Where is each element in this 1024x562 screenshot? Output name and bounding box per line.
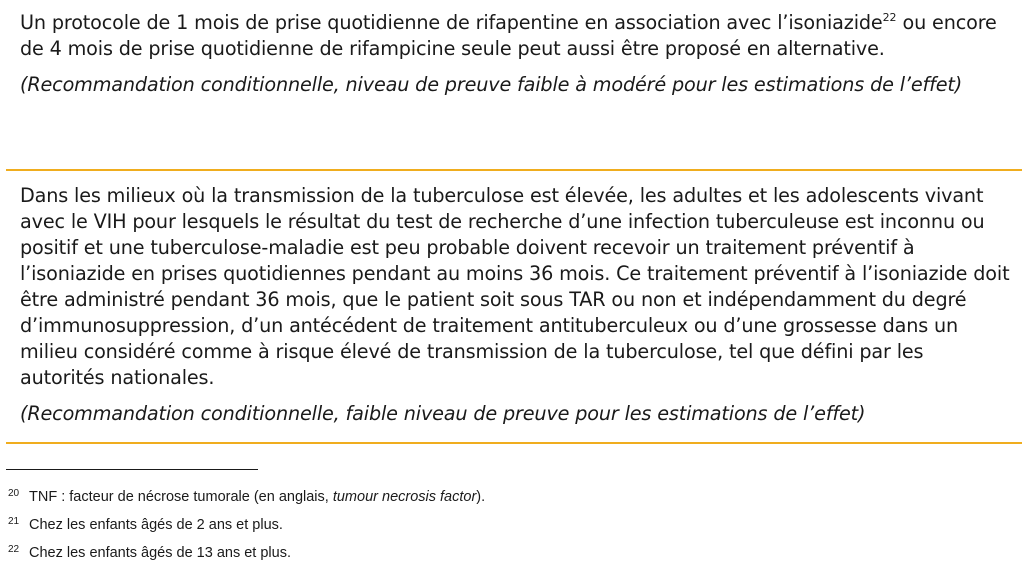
recommendation-2-text: Dans les milieux où la transmission de la tuberculose est élevée, les adultes et les adolescents vivant avec le VIH pour lesquels le résultat du test de recherche d’une infection tuberculeuse est inconnu ou positif et une tuberculose-maladie est peu probable doivent recevoir un traitement préventif à l’isoniazide en prises quotidiennes pendant au moins 36 mois. Ce traitement préventif à l’isoniazide doit être administré pendant 36 mois, que le patient soit sous TAR ou non et indépendamment du degré d’immunosuppression, d’un antécédent de traitement antituberculeux ou d’une grossesse dans un milieu considéré comme à risque élevé de transmission de la tuberculose, tel que défini par les autorités nationales. [20, 184, 1010, 389]
recommendation-1-text-start: Un protocole de 1 mois de prise quotidienne de rifapentine en association avec l’isoniazide [20, 11, 883, 34]
recommendation-1-text-end: ou encore de 4 mois de prise quotidienne de rifampicine seule peut aussi être proposé en alternative. [20, 11, 997, 60]
recommendation-2-evidence: (Recommandation conditionnelle, faible niveau de preuve pour les estimations de l’effet) [20, 402, 866, 425]
footnote-text-end: ). [476, 489, 486, 505]
footnote-21 [8, 513, 283, 534]
footnote-reference-22: 22 [882, 11, 897, 24]
recommendation-1 [20, 10, 1010, 98]
footnote-22 [8, 541, 291, 562]
recommendation-2 [20, 183, 1010, 427]
footnote-number: 22 [8, 544, 20, 555]
section-divider [6, 169, 1022, 171]
footnote-text: TNF : facteur de nécrose tumorale (en anglais, [29, 489, 333, 505]
footnote-separator [6, 469, 258, 470]
footnote-italic-text: tumour necrosis factor [332, 489, 477, 505]
footnote-text: Chez les enfants âgés de 2 ans et plus. [29, 517, 283, 533]
footnote-text: Chez les enfants âgés de 13 ans et plus. [29, 545, 291, 561]
section-divider-bottom [6, 442, 1022, 444]
recommendation-1-text [20, 10, 1010, 62]
footnote-number: 20 [8, 488, 20, 499]
footnote-number: 21 [8, 516, 20, 527]
footnote-20 [8, 485, 485, 506]
recommendation-1-evidence: (Recommandation conditionnelle, niveau de preuve faible à modéré pour les estimations de l’effet) [20, 73, 963, 96]
